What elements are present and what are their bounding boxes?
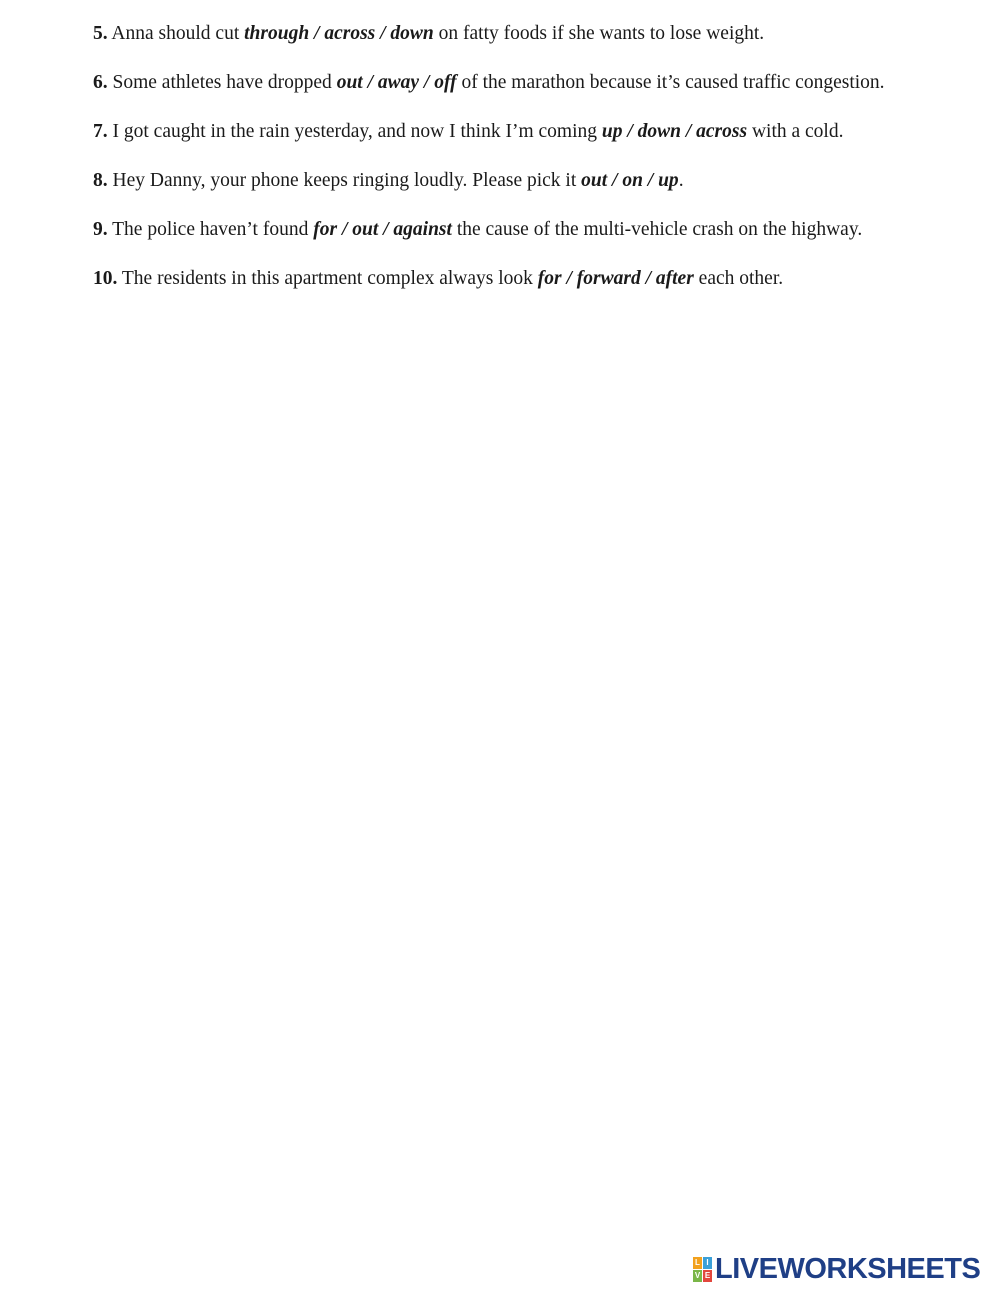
question-text-before: The police haven’t found — [107, 219, 314, 240]
question-text-after: of the marathon because it’s caused traffic congestion. — [456, 72, 885, 93]
question-text-after: the cause of the multi-vehicle crash on the highway. — [451, 219, 863, 240]
logo-mark-letter: E — [704, 1270, 711, 1280]
logo-mark-letter: L — [693, 1257, 702, 1269]
question-number: 8. — [93, 170, 108, 191]
answer-choices[interactable]: through / across / down — [244, 23, 434, 44]
answer-choices[interactable]: out / away / off — [336, 72, 457, 93]
question-number: 5. — [93, 23, 108, 44]
answer-choices[interactable]: out / on / up — [581, 170, 679, 191]
question-text-after: on fatty foods if she wants to lose weight. — [433, 23, 765, 44]
question-10 — [93, 265, 983, 314]
question-number: 6. — [93, 72, 108, 93]
question-5 — [93, 20, 983, 69]
answer-choices[interactable]: for / forward / after — [537, 268, 694, 289]
logo-mark-letter: V — [694, 1270, 701, 1280]
question-9 — [93, 216, 983, 265]
question-7 — [93, 118, 983, 167]
question-text-before: The residents in this apartment complex always look — [117, 268, 538, 289]
question-number: 9. — [93, 219, 108, 240]
question-text-before: Hey Danny, your phone keeps ringing loudly. Please pick it — [107, 170, 582, 191]
logo-mark-letter: I — [703, 1257, 712, 1269]
logo-text: LIVEWORKSHEETS — [715, 1252, 981, 1285]
answer-choices[interactable]: for / out / against — [313, 219, 452, 240]
answer-choices[interactable]: up / down / across — [601, 121, 748, 142]
question-text-before: I got caught in the rain yesterday, and now I think I’m coming — [107, 121, 602, 142]
question-text-after: each other. — [693, 268, 784, 289]
question-text-before: Anna should cut — [107, 23, 245, 44]
question-8 — [93, 167, 983, 216]
question-6 — [93, 69, 983, 118]
question-number: 10. — [93, 268, 118, 289]
question-text-after: with a cold. — [747, 121, 844, 142]
logo-mark-icon — [693, 1257, 712, 1282]
question-text-after: . — [678, 170, 684, 191]
question-number: 7. — [93, 121, 108, 142]
liveworksheets-logo — [693, 1254, 980, 1284]
question-text-before: Some athletes have dropped — [107, 72, 337, 93]
worksheet-questions — [93, 20, 983, 314]
